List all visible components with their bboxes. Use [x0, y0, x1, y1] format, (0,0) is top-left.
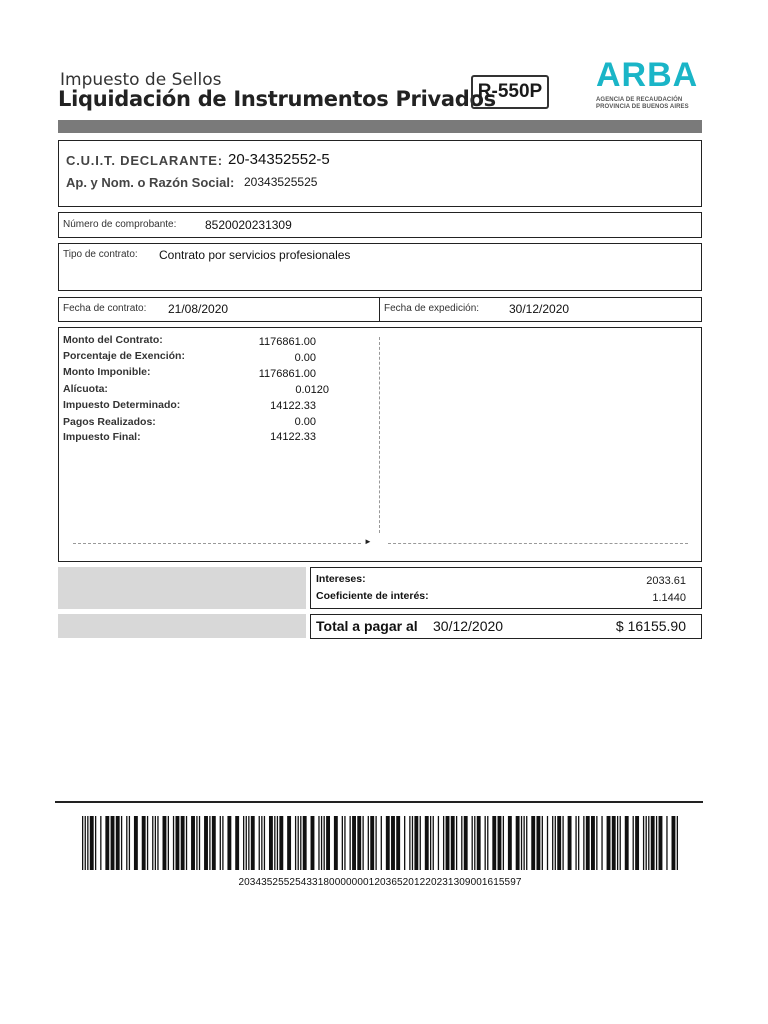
- calc-value-impuesto-final: 14122.33: [270, 431, 316, 443]
- barcode-bar: [321, 816, 322, 870]
- calc-value-impuesto-determinado: 14122.33: [270, 400, 316, 412]
- barcode-bar: [456, 816, 457, 870]
- barcode-bar: [381, 816, 382, 870]
- tax-subtitle: Impuesto de Sellos: [60, 70, 222, 90]
- barcode-bar: [298, 816, 299, 870]
- calc-vertical-divider: [379, 337, 380, 533]
- barcode-bar: [651, 816, 655, 870]
- barcode-bar: [583, 816, 584, 870]
- barcode-separator: [55, 801, 703, 803]
- calc-label-impuesto-determinado: Impuesto Determinado:: [63, 399, 181, 411]
- barcode-bar: [199, 816, 200, 870]
- barcode-bar: [287, 816, 291, 870]
- barcode-bar: [438, 816, 439, 870]
- grey-block-intereses: [58, 567, 306, 609]
- grey-block-total: [58, 614, 306, 638]
- barcode-bar: [186, 816, 187, 870]
- comprobante-label: Número de comprobante:: [63, 219, 177, 230]
- comprobante-value: 8520020231309: [205, 218, 292, 232]
- barcode-bar: [625, 816, 629, 870]
- barcode-bar: [531, 816, 535, 870]
- arba-logo: [596, 58, 706, 111]
- barcode-bar: [248, 816, 249, 870]
- barcode-bar: [259, 816, 260, 870]
- barcode-bar: [342, 816, 343, 870]
- tipo-contrato-label: Tipo de contrato:: [63, 249, 138, 260]
- barcode-bar: [414, 816, 418, 870]
- barcode-bar: [601, 816, 602, 870]
- razon-social-value: 20343525525: [244, 175, 318, 189]
- fecha-contrato-value: 21/08/2020: [168, 302, 229, 316]
- barcode-bar: [586, 816, 590, 870]
- barcode-bar: [557, 816, 561, 870]
- calc-label-alicuota: Alícuota:: [63, 383, 108, 395]
- barcode-bar: [227, 816, 231, 870]
- barcode-bar: [620, 816, 621, 870]
- barcode-bar: [446, 816, 450, 870]
- barcode-bar: [536, 816, 540, 870]
- barcode-bar: [386, 816, 390, 870]
- barcode-bar: [152, 816, 153, 870]
- barcode-bar: [487, 816, 488, 870]
- barcode-bar: [666, 816, 667, 870]
- barcode-bar: [264, 816, 265, 870]
- calc-label-porcentaje-exencion: Porcentaje de Exención:: [63, 350, 185, 362]
- barcode-bar: [300, 816, 301, 870]
- logo-line-1: AGENCIA DE RECAUDACIÓN: [596, 97, 683, 103]
- barcode-bar: [420, 816, 421, 870]
- barcode-bar: [474, 816, 475, 870]
- barcode-bar: [612, 816, 616, 870]
- barcode-bar: [472, 816, 473, 870]
- barcode-bar: [477, 816, 481, 870]
- barcode-bar: [82, 816, 83, 870]
- barcode-bar: [498, 816, 502, 870]
- barcode-bar: [349, 816, 350, 870]
- barcode-bar: [633, 816, 634, 870]
- barcode-bar: [643, 816, 644, 870]
- barcode-bar: [157, 816, 158, 870]
- barcode-bar: [433, 816, 434, 870]
- barcode-bar: [261, 816, 262, 870]
- calc-value-porcentaje-exencion: 0.00: [294, 352, 316, 364]
- total-label: Total a pagar al: [316, 618, 418, 634]
- barcode-bar: [362, 816, 363, 870]
- calc-label-impuesto-final: Impuesto Final:: [63, 431, 141, 443]
- barcode-bar: [155, 816, 156, 870]
- fechas-divider: [379, 297, 380, 322]
- total-date: 30/12/2020: [433, 618, 504, 634]
- barcode-bar: [142, 816, 146, 870]
- barcode-bar: [163, 816, 167, 870]
- barcode-bar: [352, 816, 356, 870]
- barcode-bar: [485, 816, 486, 870]
- barcode-bar: [516, 816, 520, 870]
- tipo-contrato-section: [58, 243, 702, 291]
- barcode-bar: [425, 816, 429, 870]
- barcode-bar: [191, 816, 195, 870]
- barcode-bar: [126, 816, 127, 870]
- barcode-bar: [204, 816, 208, 870]
- form-code: R-550P: [477, 81, 543, 102]
- barcode-bar: [464, 816, 468, 870]
- barcode-bar: [95, 816, 96, 870]
- fechas-section: [58, 297, 702, 322]
- cuit-label: C.U.I.T. DECLARANTE:: [66, 153, 223, 168]
- calc-dashed-line-right: [388, 543, 688, 544]
- barcode-bar: [357, 816, 361, 870]
- form-code-badge: [471, 75, 549, 109]
- barcode-bar: [508, 816, 512, 870]
- barcode-bar: [568, 816, 572, 870]
- barcode-bar: [547, 816, 548, 870]
- calculo-section: [58, 327, 702, 562]
- barcode-bar: [212, 816, 216, 870]
- barcode-bar: [196, 816, 197, 870]
- barcode-bar: [168, 816, 169, 870]
- calc-label-monto-imponible: Monto Imponible:: [63, 366, 151, 378]
- fecha-expedicion-value: 30/12/2020: [509, 302, 570, 316]
- declarante-section: [58, 140, 702, 207]
- barcode-bar: [129, 816, 130, 870]
- barcode-bar: [220, 816, 221, 870]
- barcode-bar: [575, 816, 576, 870]
- barcode-bar: [222, 816, 223, 870]
- calc-value-pagos-realizados: 0.00: [294, 416, 316, 428]
- barcode-bar: [672, 816, 676, 870]
- barcode-bar: [181, 816, 185, 870]
- barcode-bar: [648, 816, 649, 870]
- barcode-number: 20343525525433180000000120365201220231309001615597: [238, 877, 522, 888]
- barcode-bar: [368, 816, 369, 870]
- coeficiente-value: 1.1440: [652, 592, 686, 604]
- barcode-bar: [607, 816, 611, 870]
- barcode-bar: [591, 816, 595, 870]
- intereses-label: Intereses:: [316, 573, 366, 585]
- calc-label-pagos-realizados: Pagos Realizados:: [63, 416, 156, 428]
- barcode-bar: [412, 816, 413, 870]
- barcode-bar: [635, 816, 639, 870]
- barcode-bar: [656, 816, 657, 870]
- barcode-bar: [370, 816, 374, 870]
- calc-value-monto-imponible: 1176861.00: [258, 368, 316, 380]
- barcode-bar: [173, 816, 174, 870]
- barcode-bar: [175, 816, 179, 870]
- intereses-value: 2033.61: [646, 575, 686, 587]
- barcode-bar: [134, 816, 138, 870]
- barcode-bar: [85, 816, 86, 870]
- barcode-bar: [562, 816, 563, 870]
- barcode-bar: [391, 816, 395, 870]
- barcode-bar: [503, 816, 504, 870]
- tipo-contrato-value: Contrato por servicios profesionales: [159, 248, 351, 262]
- calc-value-alicuota: 0.0120: [295, 384, 329, 396]
- logo-text: ARBA: [596, 56, 699, 94]
- barcode-bar: [578, 816, 579, 870]
- barcode-bar: [526, 816, 527, 870]
- barcode-bar: [251, 816, 255, 870]
- barcode-bar: [521, 816, 522, 870]
- header-band: [58, 120, 702, 133]
- barcode-bar: [677, 816, 678, 870]
- barcode-bar: [243, 816, 244, 870]
- barcode-bar: [235, 816, 239, 870]
- barcode-bar: [646, 816, 647, 870]
- barcode-bar: [246, 816, 247, 870]
- barcode-bar: [596, 816, 597, 870]
- barcode-bar: [326, 816, 330, 870]
- barcode-bar: [404, 816, 405, 870]
- barcode-bar: [523, 816, 524, 870]
- barcode-bar: [555, 816, 556, 870]
- calc-label-monto-contrato: Monto del Contrato:: [63, 334, 163, 346]
- barcode-bar: [659, 816, 663, 870]
- barcode-bar: [542, 816, 543, 870]
- barcode-bar: [111, 816, 115, 870]
- calc-dashed-line-left: [73, 543, 361, 544]
- barcode-bar: [409, 816, 410, 870]
- logo-line-2: PROVINCIA DE BUENOS AIRES: [596, 104, 689, 110]
- barcode-bar: [461, 816, 462, 870]
- barcode-bar: [279, 816, 283, 870]
- barcode-bar: [295, 816, 296, 870]
- fecha-contrato-label: Fecha de contrato:: [63, 303, 147, 314]
- barcode-bar: [90, 816, 94, 870]
- razon-social-label: Ap. y Nom. o Razón Social:: [66, 175, 235, 190]
- barcode-bar: [552, 816, 553, 870]
- barcode-bar: [277, 816, 278, 870]
- fecha-expedicion-label: Fecha de expedición:: [384, 303, 480, 314]
- barcode-bar: [375, 816, 376, 870]
- barcode-bar: [100, 816, 101, 870]
- document-title: Liquidación de Instrumentos Privados: [58, 87, 496, 111]
- calc-value-monto-contrato: 1176861.00: [258, 336, 316, 348]
- barcode-bar: [451, 816, 455, 870]
- cuit-value: 20-34352552-5: [228, 151, 330, 168]
- barcode-bar: [311, 816, 315, 870]
- barcode-bar: [344, 816, 345, 870]
- barcode-bar: [492, 816, 496, 870]
- barcode-bar: [443, 816, 444, 870]
- barcode-bar: [269, 816, 273, 870]
- barcode-bar: [324, 816, 325, 870]
- barcode-bar: [87, 816, 88, 870]
- barcode-bar: [396, 816, 400, 870]
- barcode-image: [82, 816, 678, 870]
- barcode-bar: [209, 816, 210, 870]
- barcode-bar: [430, 816, 431, 870]
- barcode-bar: [147, 816, 148, 870]
- barcode-bar: [303, 816, 307, 870]
- barcode-bar: [617, 816, 618, 870]
- coeficiente-label: Coeficiente de interés:: [316, 590, 429, 602]
- right-arrow-icon: ►: [364, 537, 372, 546]
- barcode-bar: [334, 816, 338, 870]
- barcode-bar: [116, 816, 120, 870]
- barcode-bar: [274, 816, 275, 870]
- barcode-bar: [318, 816, 319, 870]
- barcode-bar: [121, 816, 122, 870]
- barcode-bar: [105, 816, 109, 870]
- total-amount: $ 16155.90: [615, 618, 686, 634]
